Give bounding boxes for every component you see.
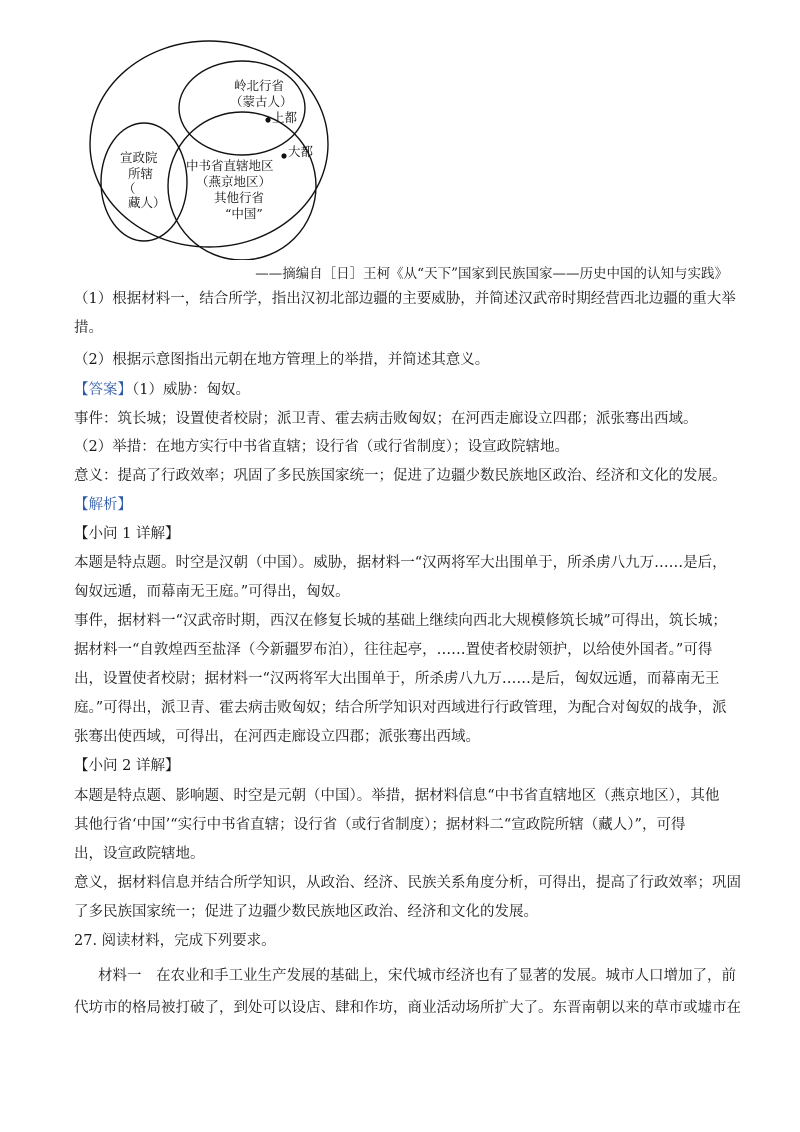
detail-2-line-3: 出，设宣政院辖地。 bbox=[74, 846, 205, 862]
answer-significance: 意义：提高了行政效率；巩固了多民族国家统一；促进了边疆少数民族地区政治、经济和文化的发展。 bbox=[74, 468, 727, 484]
material-1-line-1: 材料一 在农业和手工业生产发展的基础上，宋代城市经济也有了显著的发展。城市人口增加了，前 bbox=[98, 968, 736, 984]
zhongshu-label-4: “中国” bbox=[225, 206, 263, 221]
dadu-dot bbox=[281, 153, 286, 158]
detail-2-line-2: 其他行省‘中国’“实行中书省直辖；设行省（或行省制度）；据材料二“宣政院所辖（藏人）”，可得 bbox=[74, 817, 686, 833]
answer-line-1 bbox=[74, 380, 734, 400]
detail-1-line-7: 张骞出使西域，可得出，在河西走廊设立四郡；派张骞出西域。 bbox=[74, 729, 480, 745]
detail-2-line-4: 意义，据材料信息并结合所学知识，从政治、经济、民族关系角度分析，可得出，提高了行政效率；巩固 bbox=[74, 875, 741, 891]
detail-2-line-1: 本题是特点题、影响题、时空是元朝（中国）。举措，据材料信息“中书省直辖地区（燕京地区），其他 bbox=[74, 788, 720, 804]
material-1-line-2: 代坊市的格局被打破了，到处可以设店、肆和作坊，商业活动场所扩大了。东晋南朝以来的草市或墟市在 bbox=[74, 1000, 741, 1016]
detail-2-line-5: 了多民族国家统一；促进了边疆少数民族地区政治、经济和文化的发展。 bbox=[74, 904, 538, 920]
question-1-line-2: 措。 bbox=[74, 320, 103, 336]
answer-measures: （2）举措：在地方实行中书省直辖；设行省（或行省制度）；设宣政院辖地。 bbox=[74, 439, 569, 455]
question-27-heading: 27. 阅读材料，完成下列要求。 bbox=[74, 933, 276, 949]
xuanzheng-label-4: 藏人） bbox=[128, 195, 166, 210]
diagram-svg bbox=[84, 36, 336, 260]
detail-1-line-1: 本题是特点题。时空是汉朝（中国）。威胁，据材料一“汉两将军大出围单于，所杀虏八九万……是后， bbox=[74, 555, 727, 571]
zhongshu-label-3: 其他行省 bbox=[214, 190, 265, 205]
source-citation: ——摘编自［日］王柯《从“天下”国家到民族国家——历史中国的认知与实践》 bbox=[255, 266, 728, 282]
answer-tag: 【答案】 bbox=[74, 382, 132, 398]
xuanzheng-label-2: 所辖 bbox=[128, 166, 154, 181]
zhongshu-label-2: （燕京地区） bbox=[196, 174, 272, 189]
question-2: （2）根据示意图指出元朝在地方管理上的举措，并简述其意义。 bbox=[74, 352, 490, 368]
detail-1-line-6: 庭。”可得出，派卫青、霍去病击败匈奴；结合所学知识对西域进行行政管理，为配合对匈奴的战争，派 bbox=[74, 700, 727, 716]
xuanzheng-label-1: 宣政院 bbox=[120, 150, 158, 165]
dadu-label: 大都 bbox=[288, 144, 314, 159]
lingbei-label: 岭北行省 bbox=[234, 78, 285, 93]
detail-1-line-2: 匈奴远遁，而幕南无王庭。”可得出，匈奴。 bbox=[74, 584, 350, 600]
detail-1-line-3: 事件，据材料一“汉武帝时期，西汉在修复长城的基础上继续向西北大规模修筑长城”可得出，筑长城； bbox=[74, 613, 727, 629]
sub-question-2-heading: 【小问 2 详解】 bbox=[74, 758, 180, 774]
shangdu-label: 上都 bbox=[272, 110, 298, 125]
detail-1-line-4: 据材料一“自敦煌西至盐泽（今新疆罗布泊），往往起亭，……置使者校尉领护，以给使外国者。”可得 bbox=[74, 642, 713, 658]
question-1-line-1: （1）根据材料一，结合所学，指出汉初北部边疆的主要威胁，并简述汉武帝时期经营西北边疆的重大举 bbox=[74, 291, 736, 307]
menggu-label: （蒙古人） bbox=[230, 94, 293, 109]
zhongshu-label-1: 中书省直辖地区 bbox=[186, 158, 274, 173]
analysis-tag: 【解析】 bbox=[74, 497, 132, 513]
shangdu-dot bbox=[265, 117, 270, 122]
sub-question-1-heading: 【小问 1 详解】 bbox=[74, 526, 180, 542]
xuanzheng-label-3: （ bbox=[123, 181, 136, 196]
yuan-admin-diagram bbox=[84, 36, 336, 260]
xuanzheng-ellipse bbox=[101, 123, 187, 241]
answer-events: 事件：筑长城；设置使者校尉；派卫青、霍去病击败匈奴；在河西走廊设立四郡；派张骞出西域。 bbox=[74, 411, 698, 427]
answer-threat: （1）威胁：匈奴。 bbox=[132, 382, 250, 398]
detail-1-line-5: 出，设置使者校尉；据材料一“汉两将军大出围单于，所杀虏八九万……是后，匈奴远遁，而幕南无王 bbox=[74, 671, 720, 687]
